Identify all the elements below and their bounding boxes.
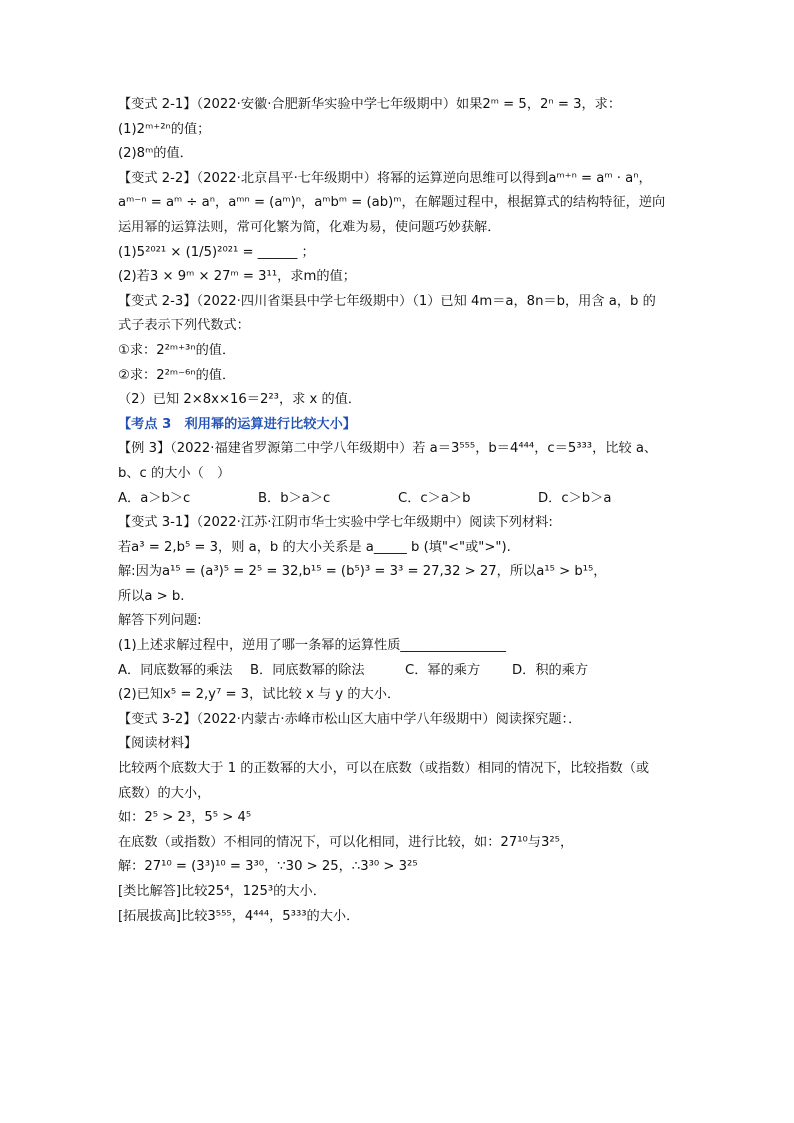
option-b: B．同底数幂的除法 [250,662,365,678]
document-page [118,93,678,929]
option-d: D．c＞b＞a [538,490,612,506]
extension-question: [拓展拔高]比较3⁵⁵⁵，4⁴⁴⁴，5³³³的大小． [118,908,360,924]
reading-text-1: 比较两个底数大于 1 的正数幂的大小，可以在底数（或指数）相同的情况下，比较指数（或 [118,761,650,777]
problem-2-2-part2: (2)若3 × 9ᵐ × 27ᵐ = 3¹¹，求m的值； [118,269,356,285]
reading-material-title: 【阅读材料】 [118,736,198,752]
analogy-question: [类比解答]比较25⁴，125³的大小． [118,884,326,899]
problem-2-3-text: 式子表示下列代数式： [118,318,250,334]
problem-2-3-q1: ①求：2²ᵐ⁺³ⁿ的值． [118,342,236,358]
problem-2-3-q2: ②求：2²ᵐ⁻⁶ⁿ的值． [118,367,236,383]
problem-2-1-part1: (1)2ᵐ⁺²ⁿ的值； [118,121,211,137]
option-a: A．同底数幂的乘法 [118,662,233,678]
problem-3-1-q2: (2)已知x⁵ = 2,y⁷ = 3，试比较 x 与 y 的大小． [118,687,401,703]
problem-2-2-text-2: 运用幂的运算法则，常可化繁为简，化难为易，使问题巧妙获解． [118,219,501,235]
problem-3-1-given: 若a³ = 2,b⁵ = 3，则 a，b 的大小关系是 a_____ b (填"<"或">"). [118,539,511,555]
section-heading-3: 【考点 3 利用幂的运算进行比较大小】 [118,416,356,432]
problem-2-2-text-1: aᵐ⁻ⁿ = aᵐ ÷ aⁿ，aᵐⁿ = (aᵐ)ⁿ，aᵐbᵐ = (ab)ᵐ，在解题过程中，根据算式的结构特征，逆向 [118,195,666,211]
problem-3-1-instruction: 解答下列问题: [118,613,202,629]
option-a: A．a＞b＞c [118,490,191,506]
problem-3-1-conclusion: 所以a > b. [118,588,185,604]
option-d: D．积的乘方 [512,662,589,678]
problem-3-2-header: 【变式 3-2】（2022·内蒙古·赤峰市松山区大庙中学八年级期中）阅读探究题：． [118,711,582,727]
problem-3-1-header: 【变式 3-1】（2022·江苏·江阴市华士实验中学七年级期中）阅读下列材料: [118,515,553,531]
problem-3-1-solution: 解:因为a¹⁵ = (a³)⁵ = 2⁵ = 32,b¹⁵ = (b⁵)³ = 3³ = 27,32 > 27，所以a¹⁵ > b¹⁵， [118,564,607,580]
reading-text-2: 底数）的大小， [118,785,211,801]
option-c: C．c＞a＞b [398,490,471,506]
problem-3-1-q1: (1)上述求解过程中，逆用了哪一条幂的运算性质________________ [118,638,506,654]
reading-example-1: 如：2⁵ > 2³，5⁵ > 4⁵ [118,810,252,826]
problem-2-2-header: 【变式 2-2】（2022·北京昌平·七年级期中）将幂的运算逆向思维可以得到aᵐ⁺ⁿ = aᵐ · aⁿ， [118,170,652,186]
reading-solution: 解：27¹⁰ = (3³)¹⁰ = 3³⁰，∵30 > 25，∴3³⁰ > 3²⁵ [118,859,418,875]
reading-text-3: 在底数（或指数）不相同的情况下，可以化相同，进行比较，如：27¹⁰与3²⁵， [118,834,574,850]
problem-2-1-header: 【变式 2-1】（2022·安徽·合肥新华实验中学七年级期中）如果2ᵐ = 5，2ⁿ = 3，求： [118,97,622,112]
option-c: C．幂的乘方 [405,662,481,678]
example-3-header: 【例 3】（2022·福建省罗源第二中学八年级期中）若 a＝3⁵⁵⁵，b＝4⁴⁴⁴，c＝5³³³，比较 a、 [118,441,658,457]
problem-2-3-header: 【变式 2-3】（2022·四川省渠县中学七年级期中）（1）已知 4m＝a，8n＝b，用含 a，b 的 [118,293,656,309]
problem-3-1-options [118,659,678,684]
example-3-options [118,487,678,512]
example-3-question: b、c 的大小（ ） [118,465,231,481]
problem-2-1-part2: (2)8ᵐ的值． [118,146,193,162]
problem-2-3-part2: （2）已知 2×8x×16＝2²³，求 x 的值． [118,392,362,408]
option-b: B．b＞a＞c [258,490,331,506]
problem-2-2-part1: (1)5²⁰²¹ × (1/5)²⁰²¹ = ______ ； [118,244,315,260]
